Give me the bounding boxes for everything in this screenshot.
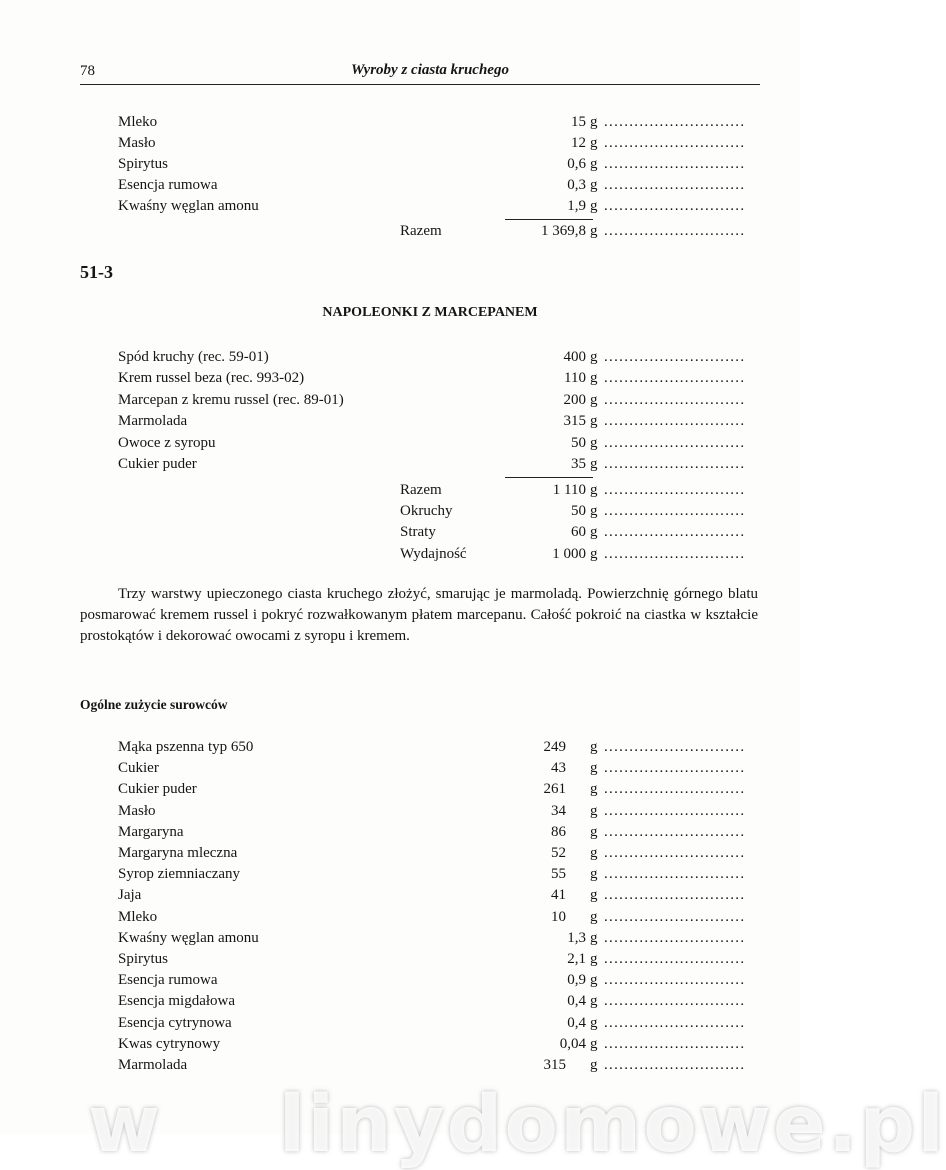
- ingredient-row: [118, 454, 758, 474]
- item-amount: 315: [563, 413, 586, 430]
- item-amount: 400: [563, 349, 586, 365]
- dot-leader: ............................: [604, 908, 746, 925]
- item-amount: 0,4: [567, 993, 586, 1010]
- item-amount: 1,9: [567, 198, 586, 214]
- dot-leader: ............................: [604, 887, 746, 904]
- item-amount: 249: [543, 739, 566, 755]
- item-unit: g: [590, 524, 598, 541]
- item-name: Straty: [400, 524, 436, 541]
- item-name: Razem: [400, 482, 442, 498]
- running-title: Wyroby z ciasta kruchego: [351, 62, 509, 78]
- page-number: 78: [80, 63, 95, 79]
- item-unit: g: [590, 993, 598, 1010]
- item-unit: g: [590, 1057, 598, 1073]
- item-name: Mleko: [118, 908, 158, 925]
- dot-leader: ............................: [604, 503, 746, 520]
- item-unit: g: [590, 929, 598, 946]
- dot-leader: ............................: [604, 802, 746, 819]
- ingredient-row: [118, 433, 758, 453]
- ingredient-row: [118, 779, 758, 799]
- item-name: Syrop ziemniaczany: [118, 866, 241, 883]
- total-row: [118, 522, 758, 542]
- item-name: Razem: [400, 223, 442, 239]
- item-unit: g: [590, 349, 598, 365]
- dot-leader: ............................: [604, 545, 746, 562]
- item-unit: g: [590, 456, 598, 472]
- dot-leader: ............................: [604, 760, 746, 777]
- item-name: Masło: [118, 802, 156, 819]
- ingredient-row: [118, 112, 758, 132]
- watermark: w linydomowe.pl: [88, 1080, 946, 1170]
- item-unit: g: [590, 823, 598, 840]
- dot-leader: ............................: [604, 739, 746, 755]
- item-name: Spirytus: [118, 156, 169, 172]
- sum-rule: [505, 477, 593, 478]
- item-unit: g: [590, 370, 598, 387]
- item-amount: 0,04: [559, 1035, 586, 1052]
- item-unit: g: [590, 908, 598, 925]
- ingredient-row: [118, 949, 758, 969]
- item-name: Okruchy: [400, 503, 453, 520]
- item-name: Esencja migdałowa: [118, 993, 236, 1010]
- item-amount: 86: [551, 823, 566, 840]
- ingredient-row: [118, 154, 758, 174]
- item-unit: g: [590, 413, 598, 430]
- item-name: Esencja rumowa: [118, 972, 218, 989]
- dot-leader: ............................: [604, 177, 746, 193]
- dot-leader: ............................: [604, 929, 746, 946]
- dot-leader: ............................: [604, 370, 746, 387]
- ingredient-row: [118, 1013, 758, 1033]
- dot-leader: ............................: [604, 223, 746, 239]
- dot-leader: ............................: [604, 198, 746, 214]
- item-name: Marcepan z kremu russel (rec. 89-01): [118, 391, 344, 408]
- item-unit: g: [590, 1014, 598, 1031]
- item-unit: g: [590, 482, 598, 498]
- dot-leader: ............................: [604, 972, 746, 989]
- item-name: Jaja: [118, 887, 142, 904]
- item-amount: 0,3: [567, 177, 586, 193]
- total-row: [118, 544, 758, 564]
- item-name: Kwaśny węglan amonu: [118, 929, 259, 946]
- item-unit: g: [590, 1035, 598, 1052]
- item-unit: g: [590, 951, 598, 967]
- item-unit: g: [590, 887, 598, 904]
- item-amount: 1 369,8: [541, 223, 586, 239]
- dot-leader: ............................: [604, 845, 746, 861]
- item-amount: 261: [543, 781, 566, 798]
- dot-leader: ............................: [604, 413, 746, 430]
- item-name: Spód kruchy (rec. 59-01): [118, 349, 269, 365]
- item-name: Esencja cytrynowa: [118, 1014, 232, 1031]
- item-amount: 43: [551, 760, 566, 777]
- item-amount: 0,9: [567, 972, 586, 989]
- total-row: [118, 501, 758, 521]
- dot-leader: ............................: [604, 349, 746, 365]
- item-name: Kwas cytrynowy: [118, 1035, 221, 1052]
- item-amount: 60: [571, 524, 586, 541]
- item-amount: 1 000: [552, 545, 586, 562]
- item-unit: g: [590, 391, 598, 408]
- ingredient-row: [118, 928, 758, 948]
- item-unit: g: [590, 156, 598, 172]
- item-name: Wydajność: [400, 545, 467, 562]
- item-amount: 55: [551, 866, 566, 883]
- item-name: Esencja rumowa: [118, 177, 218, 193]
- recipe-title: NAPOLEONKI Z MARCEPANEM: [322, 305, 538, 320]
- ingredient-row: [118, 822, 758, 842]
- dot-leader: ............................: [604, 1014, 746, 1031]
- total-row: [118, 480, 758, 500]
- item-unit: g: [590, 177, 598, 193]
- item-amount: 35: [571, 456, 586, 472]
- ingredient-row: [118, 390, 758, 410]
- item-unit: g: [590, 545, 598, 562]
- ingredient-row: [118, 347, 758, 367]
- total-row: [118, 221, 758, 241]
- item-unit: g: [590, 845, 598, 861]
- item-amount: 50: [571, 503, 586, 520]
- item-unit: g: [590, 223, 598, 239]
- ingredient-row: [118, 843, 758, 863]
- sum-rule: [505, 219, 593, 220]
- ingredient-row: [118, 411, 758, 431]
- ingredient-row: [118, 970, 758, 990]
- item-name: Margaryna mleczna: [118, 845, 238, 861]
- item-name: Mleko: [118, 114, 158, 130]
- item-name: Kwaśny węglan amonu: [118, 198, 259, 214]
- item-unit: g: [590, 198, 598, 214]
- item-amount: 15: [571, 114, 586, 130]
- item-name: Cukier puder: [118, 456, 197, 472]
- ingredient-row: [118, 758, 758, 778]
- item-name: Masło: [118, 135, 156, 151]
- dot-leader: ............................: [604, 993, 746, 1010]
- item-amount: 10: [551, 908, 566, 925]
- item-amount: 41: [551, 887, 566, 904]
- item-name: Spirytus: [118, 951, 169, 967]
- item-amount: 1,3: [567, 929, 586, 946]
- dot-leader: ............................: [604, 524, 746, 541]
- item-name: Marmolada: [118, 413, 188, 430]
- dot-leader: ............................: [604, 866, 746, 883]
- item-amount: 34: [551, 802, 566, 819]
- item-amount: 0,4: [567, 1014, 586, 1031]
- item-unit: g: [590, 802, 598, 819]
- ingredient-row: [118, 885, 758, 905]
- item-unit: g: [590, 114, 598, 130]
- item-amount: 110: [564, 370, 586, 387]
- item-unit: g: [590, 434, 598, 451]
- dot-leader: ............................: [604, 456, 746, 472]
- dot-leader: ............................: [604, 951, 746, 967]
- dot-leader: ............................: [604, 1035, 746, 1052]
- dot-leader: ............................: [604, 781, 746, 798]
- recipe-instructions: Trzy warstwy upieczonego ciasta kruchego złożyć, smarując je marmoladą. Powierzchnię górnego blatu posmarować kremem russel i pokryć rozwałkowanym płatem marcepanu. Całość pokroić na ciastka w kształcie prostokątów i dekorować owocami z syropu i kremem.: [80, 586, 758, 644]
- ingredient-row: [118, 864, 758, 884]
- dot-leader: ............................: [604, 156, 746, 172]
- item-name: Marmolada: [118, 1057, 188, 1073]
- item-unit: g: [590, 503, 598, 520]
- dot-leader: ............................: [604, 823, 746, 840]
- item-unit: g: [590, 781, 598, 798]
- ingredient-row: [118, 737, 758, 757]
- item-name: Owoce z syropu: [118, 434, 216, 451]
- item-unit: g: [590, 739, 598, 755]
- item-amount: 52: [551, 845, 566, 861]
- ingredient-row: [118, 1055, 758, 1075]
- dot-leader: ............................: [604, 482, 746, 498]
- item-name: Cukier: [118, 760, 159, 777]
- item-amount: 2,1: [567, 951, 586, 967]
- usage-heading: Ogólne zużycie surowców: [80, 697, 228, 712]
- dot-leader: ............................: [604, 135, 746, 151]
- ingredient-row: [118, 175, 758, 195]
- ingredient-row: [118, 801, 758, 821]
- ingredient-row: [118, 368, 758, 388]
- item-unit: g: [590, 866, 598, 883]
- item-amount: 0,6: [567, 156, 586, 172]
- dot-leader: ............................: [604, 391, 746, 408]
- item-amount: 315: [543, 1057, 566, 1073]
- dot-leader: ............................: [604, 114, 746, 130]
- item-name: Cukier puder: [118, 781, 197, 798]
- item-amount: 1 110: [552, 482, 586, 498]
- recipe-number: 51-3: [80, 262, 113, 282]
- item-amount: 200: [563, 391, 586, 408]
- item-unit: g: [590, 760, 598, 777]
- ingredient-row: [118, 991, 758, 1011]
- item-name: Mąka pszenna typ 650: [118, 739, 254, 755]
- item-unit: g: [590, 972, 598, 989]
- item-name: Krem russel beza (rec. 993-02): [118, 370, 305, 387]
- item-amount: 12: [571, 135, 586, 151]
- header-rule: [80, 84, 760, 85]
- ingredient-row: [118, 907, 758, 927]
- ingredient-row: [118, 1034, 758, 1054]
- dot-leader: ............................: [604, 434, 746, 451]
- dot-leader: ............................: [604, 1057, 746, 1073]
- item-name: Margaryna: [118, 823, 184, 840]
- ingredient-row: [118, 196, 758, 216]
- item-amount: 50: [571, 434, 586, 451]
- ingredient-row: [118, 133, 758, 153]
- item-unit: g: [590, 135, 598, 151]
